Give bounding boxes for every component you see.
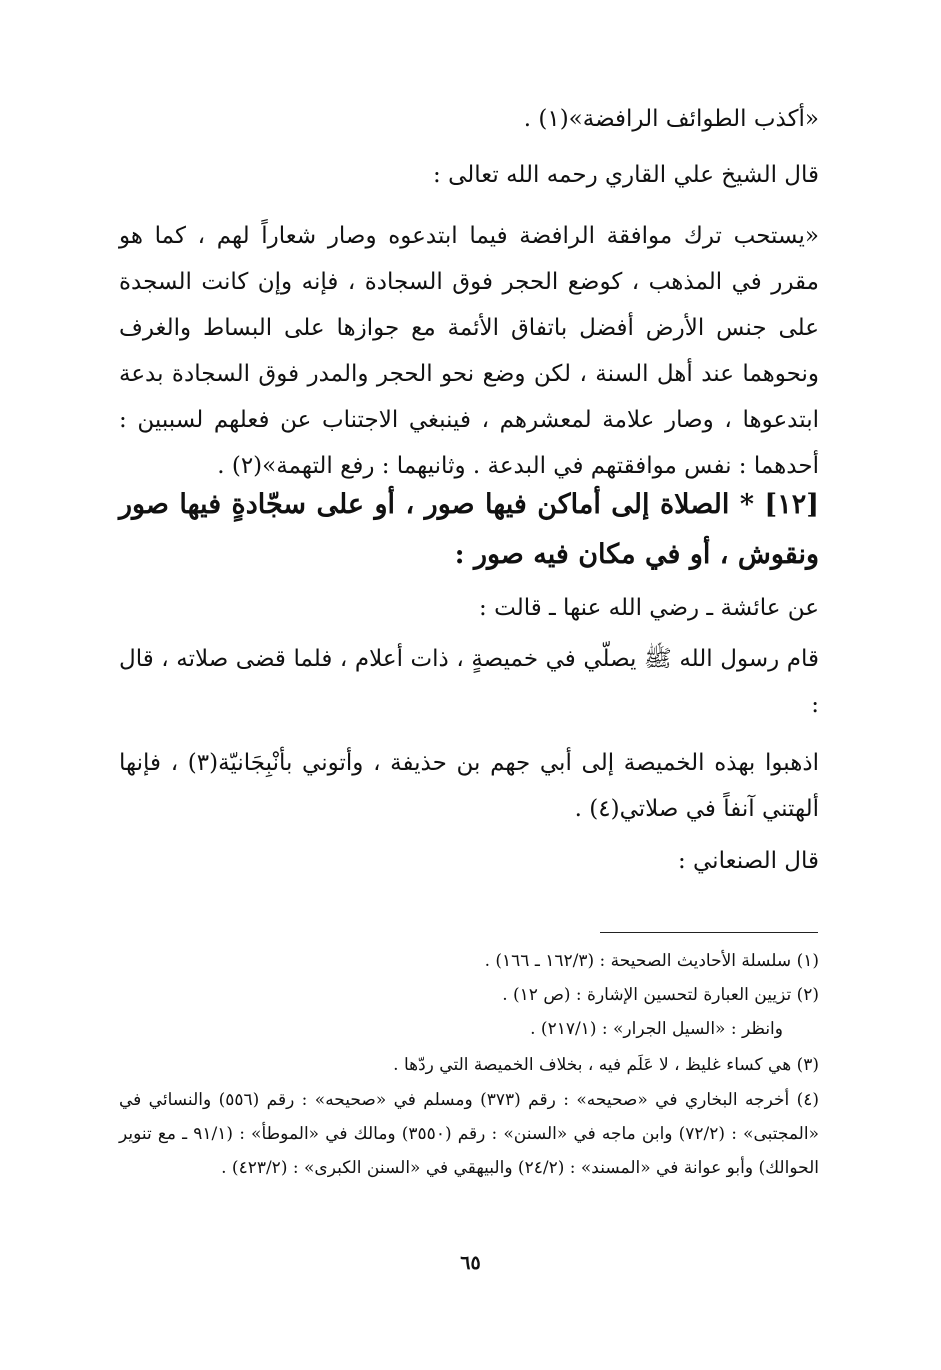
hadith-quote-paragraph: اذهبوا بهذه الخميصة إلى أبي جهم بن حذيفة ، وأتوني بأنْبِجَانيّة(٣) ، فإنها ألهتني آنفاً في صلاتي(٤) . [119, 750, 819, 822]
footnote-3: (٣) هي كساء غليظ ، لا عَلَم فيه ، بخلاف الخميصة التي ردّها . [393, 1055, 819, 1075]
footnote-2: (٢) تزيين العبارة لتحسين الإشارة : (ص ١٢) . [502, 985, 819, 1005]
hadith-paragraph: قام رسول الله ﷺ يصلّي في خميصةٍ ، ذات أعلام ، فلما قضى صلاته ، قال : [119, 646, 819, 718]
footnote-2-continuation: وانظر : «السيل الجرار» : (٢١٧/١) . [530, 1019, 783, 1039]
section-heading: [١٢] * الصلاة إلى أماكن فيها صور ، أو على سجّادةٍ فيها صور ونقوش ، أو في مكان فيه صور : [119, 489, 819, 570]
footnote-1: (١) سلسلة الأحاديث الصحيحة : (١٦٢/٣ ـ ١٦٦) . [484, 951, 819, 971]
attribution-line-2: قال الصنعاني : [677, 848, 819, 874]
footnote-separator [600, 932, 818, 933]
footnote-4: (٤) أخرجه البخاري في «صحيحه» : رقم (٣٧٣) ومسلم في «صحيحه» : رقم (٥٥٦) والنسائي في «المجتبى» : (٧٢/٢) وابن ماجه في «السنن» : رقم (٣٥٥٠) ومالك في «الموطأ» : (٩١/١ ـ مع تنوير الحوالك) وأبو عوانة في «المسند» : (٢٤/٢) والبيهقي في «السنن الكبرى» : (٤٢٣/٢) . [119, 1090, 819, 1178]
narration-line: عن عائشة ـ رضي الله عنها ـ قالت : [479, 595, 819, 621]
quote-paragraph: «يستحب ترك موافقة الرافضة فيما ابتدعوه وصار شعاراً لهم ، كما هو مقرر في المذهب ، كوضع الحجر فوق السجادة ، فإنه وإن كانت السجدة على جنس الأرض أفضل باتفاق الأئمة مع جوازها على البساط والغرف ونحوهما عند أهل السنة ، لكن وضع نحو الحجر والمدر فوق السجادة بدعة ابتدعوها ، وصار علامة لمعشرهم ، فينبغي الاجتناب عن فعلهم لسببين : أحدهما : نفس موافقتهم في البدعة . وثانيهما : رفع التهمة»(٢) . [119, 223, 819, 479]
quote-end-line: «أكذب الطوائف الرافضة»(١) . [523, 106, 819, 132]
page-number: ٦٥ [460, 1252, 481, 1274]
attribution-line: قال الشيخ علي القاري رحمه الله تعالى : [433, 162, 819, 188]
